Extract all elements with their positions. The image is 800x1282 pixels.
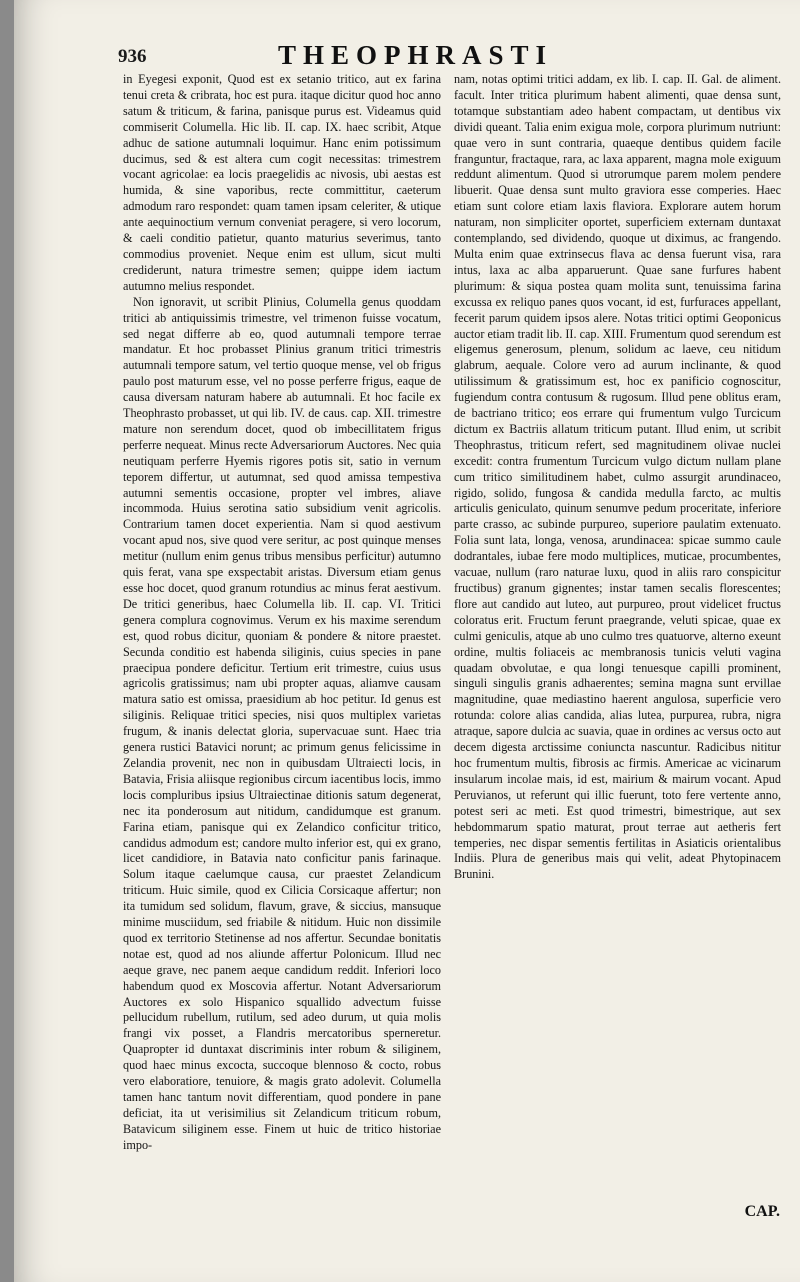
book-page: [14, 0, 800, 1282]
running-title: THEOPHRASTI: [278, 40, 554, 70]
catchword: CAP.: [744, 1203, 780, 1220]
page-header: [118, 40, 788, 70]
paragraph: in Eyegesi exponit, Quod est ex setanio tritico, aut ex farina tenui creta & cribrata, hoc est pura. itaque dicitur quod hoc anno satum & triticum, & farina, panisque purus est. Videamus quid commiserit Columella. Hic lib. II. cap. IX. haec scribit, Atque adhuc de satione autumnali loquimur. Hanc enim potissimum ducimus, sed & est altera cum cogit necessitas: trimestrem vocant agricolae: ea locis praegelidis ac nivosis, ubi aestas est humida, & sine vaporibus, recte committitur, caeterum admodum raro respondet: quam tamen ipsam celeriter, & utique ante aequinoctium vernum conveniat peragere, si vero locorum, & caeli conditio patietur, quanto maturius severimus, tanto commodius proveniet. Neque enim est ullum, sicut multi crediderunt, natura trimestre semen; quippe idem iactum autumno melius respondet.: [123, 72, 441, 293]
left-column: [123, 72, 441, 1154]
right-column: [454, 72, 781, 883]
page-number: 936: [118, 46, 147, 67]
paragraph: nam, notas optimi tritici addam, ex lib. I. cap. II. Gal. de aliment. facult. Inter tritica plurimum habent alimenti, quae densa sunt, totamque substantiam adeo habent compactam, ut dentibus vix dividi queant. Talia enim exigua mole, corpora plurimum nutriunt: quae vero in sunt contraria, quaeque dentibus quidem facile franguntur, fractaque, rara, ac laxa apparent, magna mole exiguum reddunt alimentum. Quod si utrorumque parem molem pendere libuerit. Quae densa sunt multo graviora esse comperies. Haec etiam sunt colore etiam laxis flaviora. Explorare autem horum naturam, non simpliciter oportet, superficiem externam duntaxat contemplando, sed dividendo, quoque ut diximus, ac frangendo. Multa enim quae extrinsecus flava ac densa fuerunt visa, rara intus, laxa ac alba apparuerunt. Quae sane furfures habent plurimum: & siqua postea quam molita sunt, tenuissima farina excussa ex reliquo panes quos vocant, id est, furfuraces appellant, fecerit parum quidem ipsos alere. Notas tritici optimi Geoponicus auctor etiam tradit lib. II. cap. XIII. Frumentum quod serendum est eligemus generosum, plenum, solidum ac laeve, ceu nitidum glabrum, aequale. Colore vero ad aurum inclinante, & quod utilissimum & gratissimum est, hoc ex panificio cognoscitur, fugiendum contra contusum & rugosum. Illud pene oblitus eram, de bactriano tritico; eos errare qui frumentum vulgo Turcicum dictum ex Bactriis allatum triticum putant. Illud enim, ut scribit Theophrastus, triticum refert, sed magnitudinem olivae nuclei excedit: contra frumentum Turcicum vulgo dictum nullam plane cum tritico similitudinem habet, culmo assurgit arundinaceo, rigido, solido, fungosa & candida medulla farcto, ac multis articulis geniculato, quinum senumve pedum proceritate, inferiore parte crasso, ac subinde purpureo, superiore paulatim extenuato. Folia sunt lata, longa, venosa, arundinacea: spicae summo caule dodrantales, iubae fere modo multiplices, muticae, procumbentes, vacuae, nullum (raro naturae luxu, quod in aliis raro conspicitur fructibus) granum gignentes; instar tamen secalis florescentes; flore aut candido aut luteo, aut purpureo, prout videlicet fructus coloratus erit. Fructum ferunt praegrande, veluti spicae, quae ex culmi geniculis, atque ab uno culmo tres quatuorve, alterno exeunt ordine, multis foliaceis ac membranosis tunicis veluti vagina quadam obvolutae, e qua longi tenuesque capilli prominent, singuli singulis granis adhaerentes; semina magna sunt ervillae magnitudine, quae mediastino haerent angulosa, superficie vero rotunda: colore alias candida, alias lutea, purpurea, rubra, nigra atraque, sapore dulcia ac suavia, quae in ordines ac versus octo aut decem digesta arctissime coniuncta nascuntur. Radicibus nititur hoc frumentum multis, fibrosis ac firmis. Americae ac vicinarum insularum incolae mais, id est, mairium & mairum vocant. Apud Peruvianos, ut referunt qui illic fuerunt, toto fere vertente anno, potest seri ac meti. Est quod trimestri, bimestrique, aut sex hebdommarum spatio maturat, prout terrae aut aetheris fert temperies, nec dispar sementis fertilitas in Asiaticis orientalibus Indiis. Plura de generibus mais qui velit, adeat Phytopinacem Brunini.: [454, 72, 781, 882]
paragraph: Non ignoravit, ut scribit Plinius, Columella genus quoddam tritici ab antiquissimis trimestre, vel trimenon fuisse vocatum, sed negat differre ab eo, quod autumnali tempore terrae mandatur. Et hoc probasset Plinius granum tritici trimestris autumnali tempore satum, vel tertio quoque mense, vel ob frigus paulo post maturum esse, vel no posse perferre frigus, eaque de causa diversam naturam habere ab autumnali. Et hoc facile ex Theophrasto probasset, ut qui lib. IV. de caus. cap. XII. trimestre mature non serendum docet, quod ob imbecillitatem frigus perferre nequeat. Minus recte Adversariorum Auctores. Nec quia neutiquam perferre Hyemis rigores potis sit, satio in vernum teporem differtur, ut autumnat, sed quod amissa tempestiva autumni sementis occasione, propter vel imbres, aliave incommoda. Huius serotina satio subsidium venit agricolis. Contrarium tamen docet experientia. Nam si quod aestivum vocant apud nos, sive quod vere seritur, ac post quinque menses metitur (nullum enim genus tribus mensibus perficitur) autumno quis ferat, vana spe exspectabit aristas. Diversum etiam genus esse hoc docet, quod granum rotundius ac minus ferat aestivum. De tritici generibus, haec Columella lib. II. cap. VI. Tritici genera complura cognovimus. Verum ex his maxime serendum est, quod robus dicitur, quoniam & pondere & nitore praestet. Secunda conditio est habenda siliginis, cuius species in pane praecipua pondere deficitur. Tertium erit trimestre, cuius usus agricolis gratissimus; nam ubi propter aquas, aliamve causam matura satio est omissa, praesidium ab hoc petitur. Id genus est siliginis. Reliquae tritici species, nisi quos multiplex varietas frugum, & inanis delectat gloria, supervacuae sunt. Haec tria genera rustici Batavici norunt; ac primum genus felicissime in Zelandia provenit, nec non in quibusdam Ultraiecti locis, in Batavia, Frisia aliisque regionibus circum iacentibus locis, immo locis compluribus ipsius Ultraiectinae ditionis satum degenerat, nec ita ponderosum aut nitidum, candidumque est granum. Farina etiam, panisque qui ex Zelandico conficitur tritico, candidus admodum est; candore multo inferior est, qui ex grano, licet candidiore, in Batavia nato conficitur panis farinaque. Solum itaque caelumque causa, cur praestet Zelandicum triticum. Huic simile, quod ex Cilicia Corsicaque affertur; non ita tumidum sed solidum, flavum, grave, & siccius, mansuque minime musciidum, sed friabile & nitidum. Huic non dissimile quod ex territorio Stetinense ad nos affertur. Secundae bonitatis notae est, quod ad nos aliunde affertur Polonicum. Illud nec aeque grave, nec panem aeque candidum reddit. Inferiori loco habendum quod ex Moscovia affertur. Notant Adversariorum Auctores ex solo Hispanico squallido advectum fuisse pellucidum rubellum, rutilum, sed adeo durum, ut quia molis frangi vix posset, a Flandris mercatoribus sperneretur. Quapropter id duntaxat discriminis inter robum & siliginem, quod haec minus excocta, succoque blennoso & cocto, robus vero elaboratiore, tenuiore, & magis grato adolevit. Columella tamen hanc tantum novit differentiam, quod pondere in pane deficiat, ita ut verisimilius sit Zelandicum triticum robum, Batavicum siliginem esse. Finem ut huic de tritico historiae impo-: [123, 294, 441, 1152]
